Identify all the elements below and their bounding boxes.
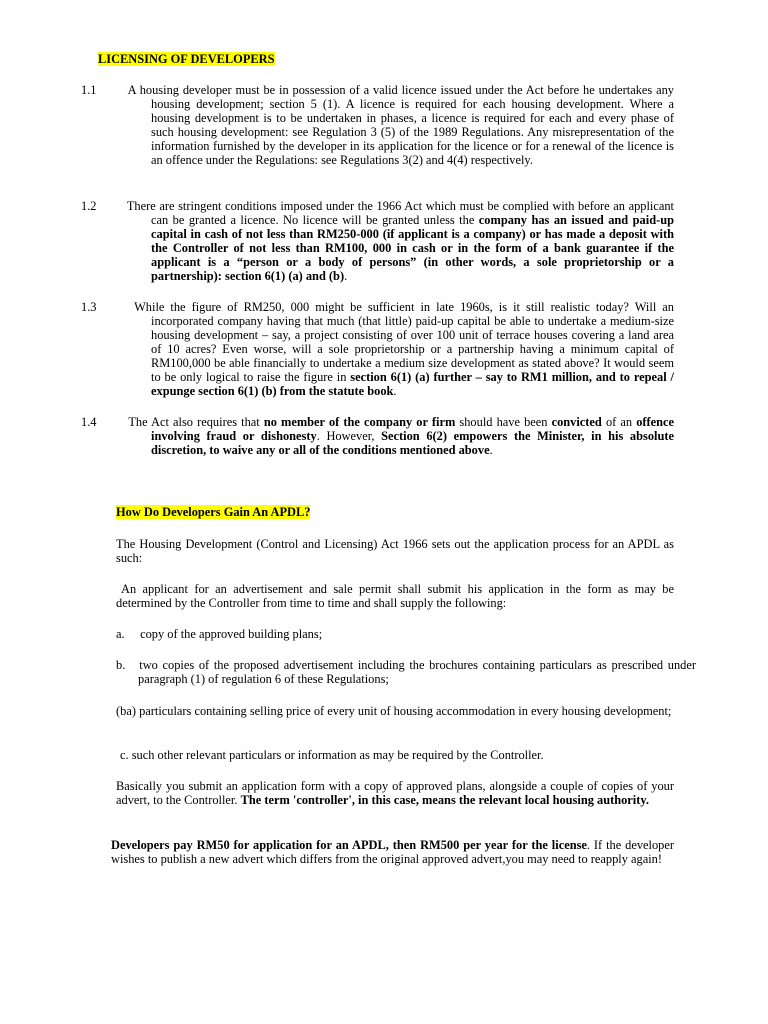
text-run: . xyxy=(393,384,397,398)
paragraph-1-2: 1.2 There are stringent conditions imposed under the 1966 Act which must be complied with before an applicant can be granted a licence. No licence will be granted unless the company has an issued and paid-up capital in cash of not less than RM250-000 (if applicant is a company) or has made a deposit with the Controller of not less than RM100, 000 in cash or in the form of a bank guarantee if the applicant is a “person or a body of persons” (in other words, a sole proprietorship or a partnership): section 6(1) (a) and (b). xyxy=(81,199,674,283)
list-item-b xyxy=(116,658,696,686)
list-item-c xyxy=(120,748,674,762)
bold-text-run: Section 6(2) empowers the Minister, in his absolute discretion, to waive any or all of the conditions mentioned above xyxy=(151,429,674,457)
summary-paragraph xyxy=(116,779,674,807)
list-label: (ba) xyxy=(116,704,136,718)
list-label: a. xyxy=(116,627,125,641)
text-run: . xyxy=(344,269,348,283)
bold-text-run: company has an issued and paid-up capital in cash of not less than RM250-000 (if applicant is a company) or has made a deposit with the Controller of not less than RM100, 000 in cash or in the form of a bank guarantee if the applicant is a “person or a body of persons” (in other words, a sole proprietorship or a partnership): section 6(1) (a) and (b) xyxy=(151,213,674,283)
list-item-a xyxy=(116,627,674,641)
list-item-ba xyxy=(116,704,674,718)
heading-highlight: How Do Developers Gain An APDL? xyxy=(116,505,311,519)
bold-text-run: convicted xyxy=(551,415,602,429)
section-heading-licensing xyxy=(98,52,275,66)
text-run: . xyxy=(489,443,493,457)
paragraph-1-3: 1.3 While the figure of RM250, 000 might be sufficient in late 1960s, is it still realistic today? Will an incorporated company having that much (that little) paid-up capital be able to undertake a medium-size housing development – say, a project consisting of over 100 unit of terrace houses covering a land area of 10 acres? Even worse, will a sole proprietorship or a partnership having a minimum capital of RM100,000 be able financially to undertake a medium size development as stated above? It would seem to be only logical to raise the figure in section 6(1) (a) further – say to RM1 million, and to repeal / expunge section 6(1) (b) from the statute book. xyxy=(81,300,674,398)
intro-paragraph xyxy=(116,537,674,565)
applicant-text: An applicant for an advertisement and sale permit shall submit his application in the form as may be determined by the Controller from time to time and shall supply the following: xyxy=(116,582,674,610)
text-run: There are stringent conditions imposed under the 1966 Act which must be complied with before an applicant can be granted a licence. No licence will be granted unless the xyxy=(126,199,674,227)
bold-text-run: offence involving fraud or dishonesty xyxy=(151,415,675,443)
text-run: While the figure of RM250, 000 might be sufficient in late 1960s, is it still realistic today? Will an incorporated company having that much (that little) paid-up capital be able to undertake a medium-size housing development – say, a project consisting of over 100 unit of terrace houses covering a land area of 10 acres? Even worse, will a sole proprietorship or a partnership having a minimum capital of RM100,000 be able financially to undertake a medium size development as stated above? It would seem to be only logical to raise the figure in xyxy=(134,300,674,384)
text-run: Basically you submit an application form with a copy of approved plans, alongside a couple of copies of your advert, to the Controller. xyxy=(116,779,674,807)
applicant-paragraph xyxy=(116,582,674,610)
text-run: . However, xyxy=(316,429,382,443)
bold-text-run: Developers pay RM50 for application for an APDL, then RM500 per year for the license xyxy=(111,838,587,852)
list-label: c. xyxy=(120,748,129,762)
list-text: such other relevant particulars or information as may be required by the Controller. xyxy=(131,748,544,762)
text-run: should have been xyxy=(455,415,552,429)
text-run: . If the developer wishes to publish a new advert which differs from the original approved advert,you may need to reapply again! xyxy=(111,838,674,866)
bold-text-run: no member of the company or firm xyxy=(263,415,456,429)
text-run: of an xyxy=(601,415,637,429)
list-text: copy of the approved building plans; xyxy=(140,627,323,641)
list-text: two copies of the proposed advertisement including the brochures containing particulars as prescribed under paragraph (1) of regulation 6 of these Regulations; xyxy=(138,658,696,686)
fees-paragraph xyxy=(111,838,674,866)
list-text: particulars containing selling price of every unit of housing accommodation in every housing development; xyxy=(139,704,672,718)
text-run: The Act also requires that xyxy=(128,415,264,429)
paragraph-1-4: 1.4 The Act also requires that no member of the company or firm should have been convicted of an offence involving fraud or dishonesty. However, Section 6(2) empowers the Minister, in his absolute discretion, to waive any or all of the conditions mentioned above. xyxy=(81,415,675,457)
paragraph-1-1: 1.1 A housing developer must be in possession of a valid licence issued under the Act before he undertakes any housing development; section 5 (1). A licence is required for each housing development. Where a housing development is to be undertaken in phases, a licence is required for each and every phase of such housing development: see Regulation 3 (5) of the 1989 Regulations. Any misrepresentation of the information furnished by the developer in its application for the licence or for a renewal of the licence is an offence under the Regulations: see Regulations 3(2) and 4(4) respectively. xyxy=(81,83,674,167)
bold-text-run: section 6(1) (a) further – say to RM1 million, and to repeal / expunge section 6(1) (b) from the statute book xyxy=(151,370,674,398)
section-heading-apdl xyxy=(116,505,310,519)
text-run: A housing developer must be in possession of a valid licence issued under the Act before he undertakes any housing development; section 5 (1). A licence is required for each housing development. Where a housing development is to be undertaken in phases, a licence is required for each and every phase of such housing development: see Regulation 3 (5) of the 1989 Regulations. Any misrepresentation of the information furnished by the developer in its application for the licence or for a renewal of the licence is an offence under the Regulations: see Regulations 3(2) and 4(4) respectively. xyxy=(127,83,674,167)
bold-text-run: The term 'controller', in this case, means the relevant local housing authority. xyxy=(240,793,649,807)
heading-highlight: LICENSING OF DEVELOPERS xyxy=(98,52,275,66)
list-label: b. xyxy=(116,658,126,672)
intro-text: The Housing Development (Control and Licensing) Act 1966 sets out the application process for an APDL as such: xyxy=(116,537,674,565)
